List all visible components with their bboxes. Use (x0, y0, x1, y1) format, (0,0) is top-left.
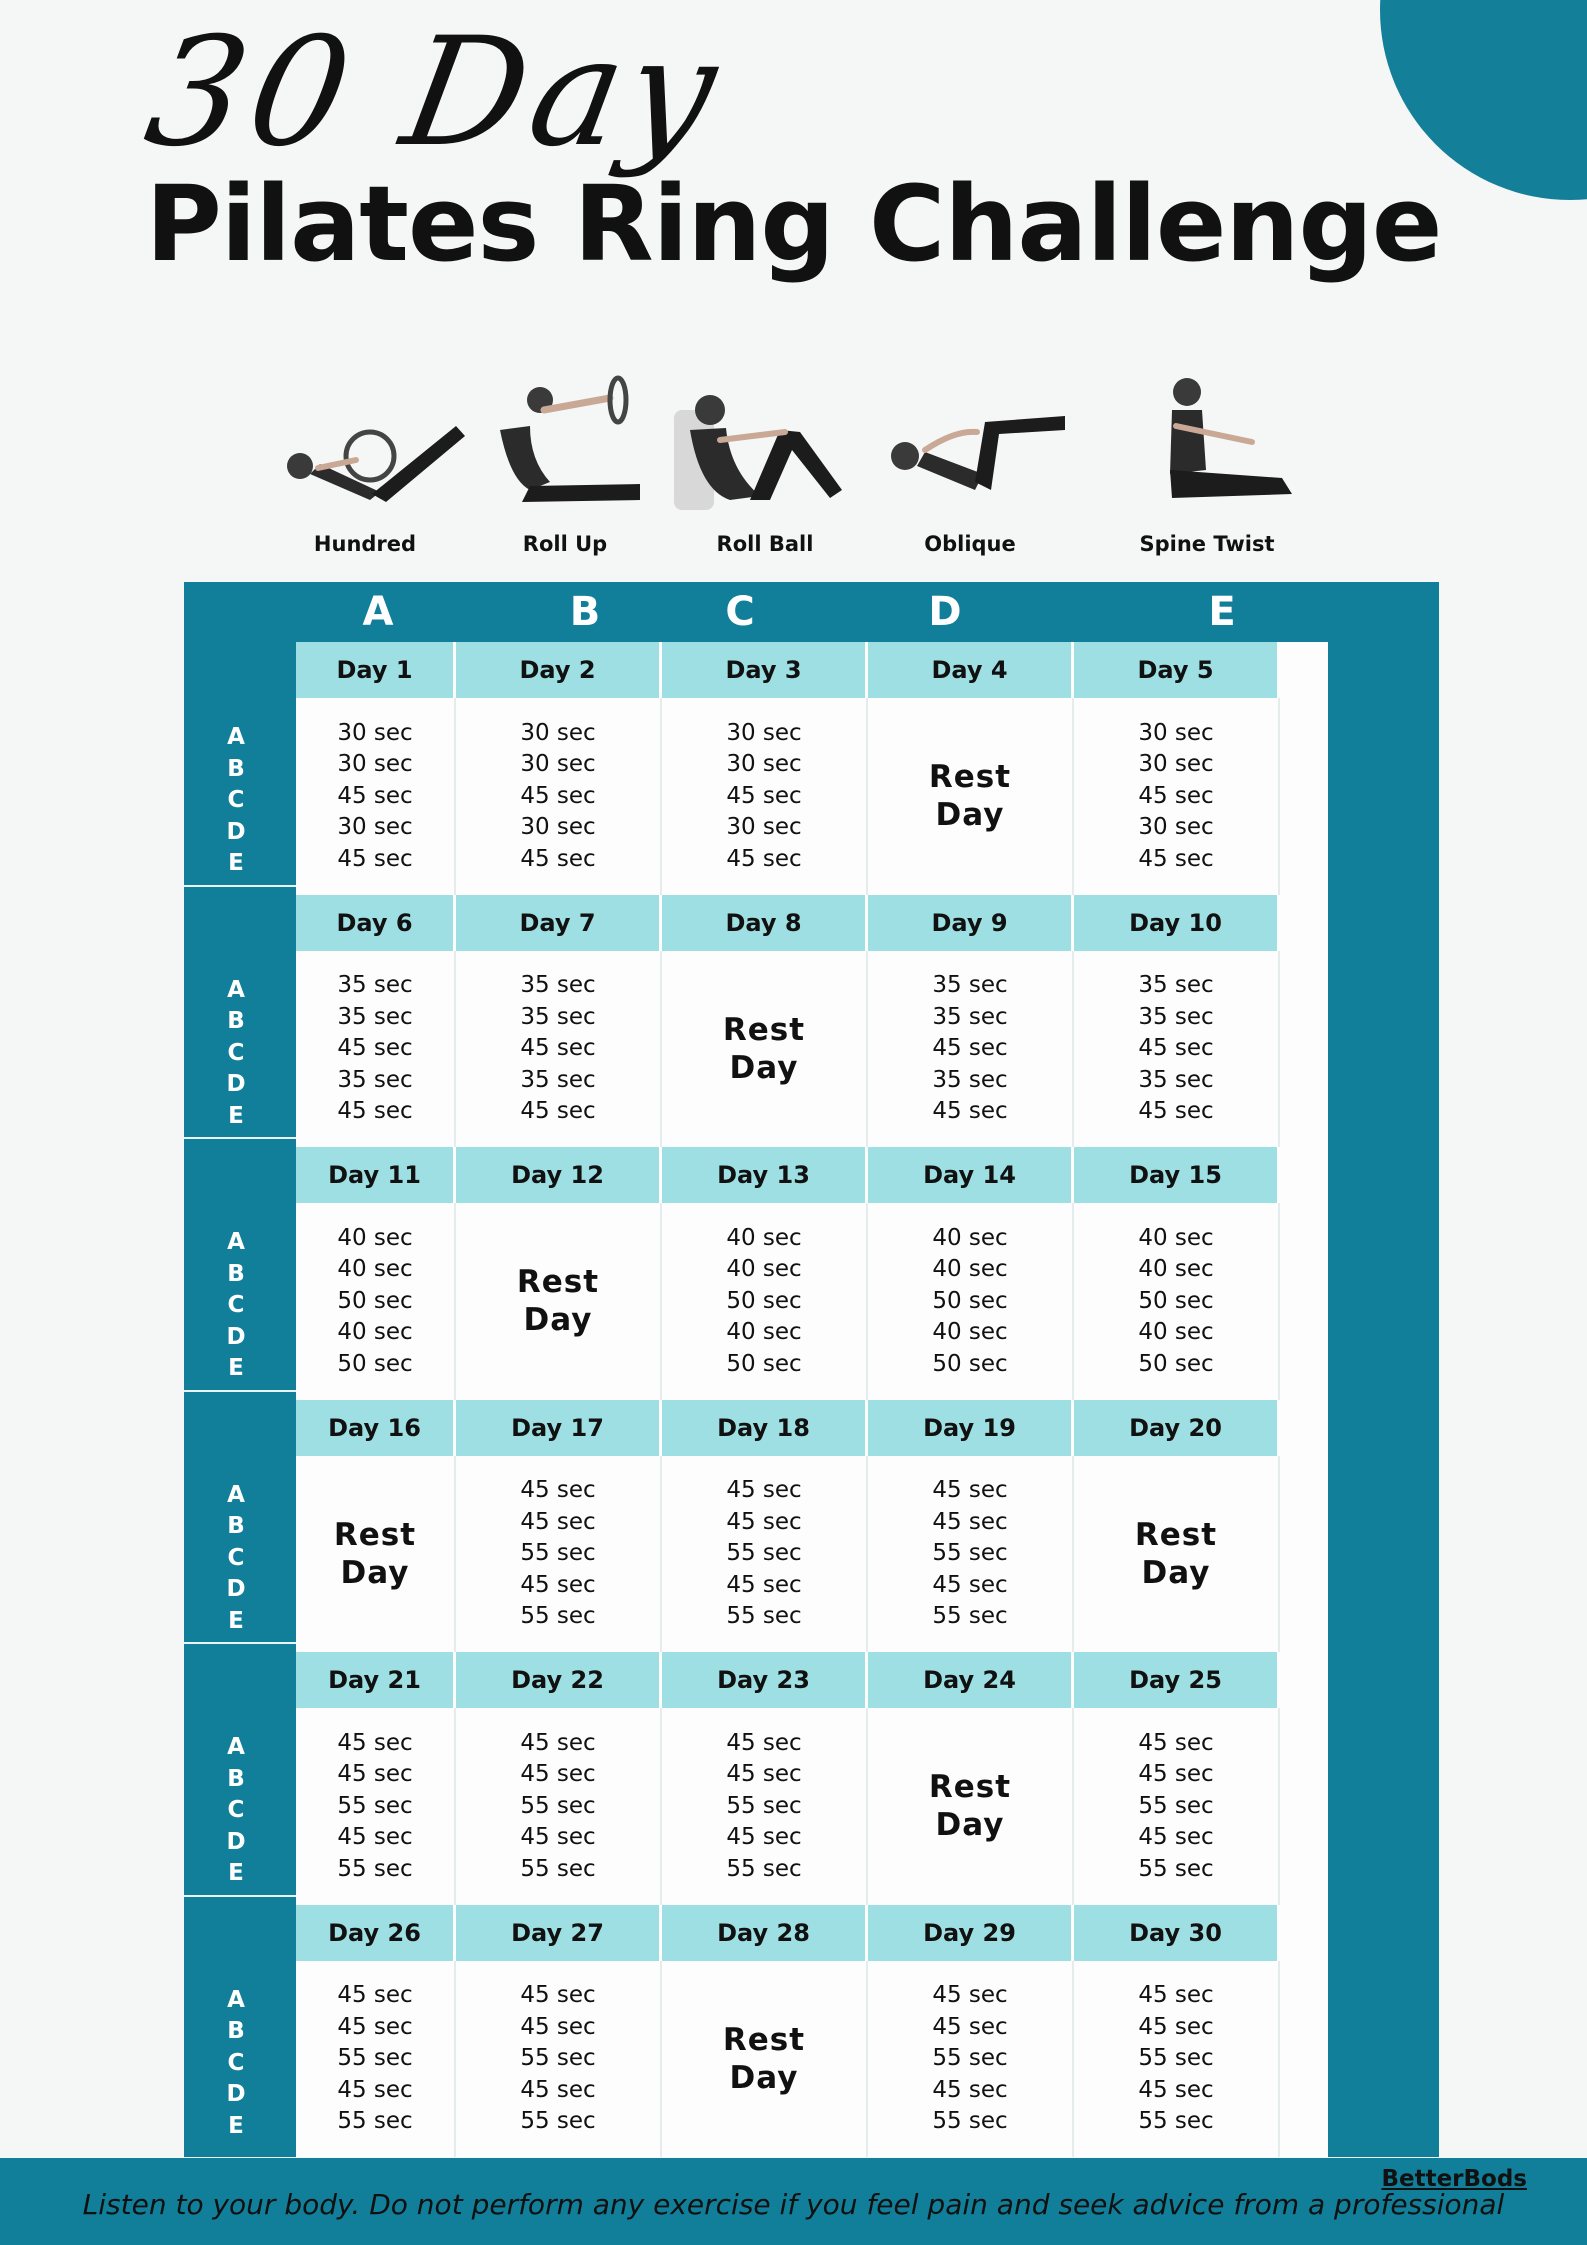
exercise-duration: 45 sec (726, 1729, 802, 1756)
day-header: Day 3 (662, 642, 868, 698)
day-header: Day 25 (1074, 1652, 1280, 1708)
row-letters (206, 1480, 266, 1638)
exercise-duration: 45 sec (520, 1761, 596, 1787)
exercise-label: Oblique (924, 532, 1016, 556)
exercise-duration: 35 sec (520, 1003, 596, 1030)
exercise-duration: 50 sec (726, 1350, 802, 1377)
exercise-roll-up (460, 370, 670, 556)
day-header: Day 27 (456, 1905, 662, 1961)
exercise-duration: 45 sec (337, 782, 413, 809)
exercise-duration: 35 sec (520, 972, 596, 998)
row-separator (184, 885, 296, 887)
exercise-duration: 50 sec (1138, 1350, 1214, 1377)
exercise-duration: 45 sec (932, 2076, 1008, 2103)
day-cell (1074, 1203, 1280, 1400)
exercise-duration: 55 sec (932, 1603, 1008, 1629)
exercise-duration: 40 sec (932, 1319, 1008, 1345)
rest-day-cell (296, 1456, 456, 1653)
exercise-duration: 35 sec (520, 1066, 596, 1093)
exercise-label: Spine Twist (1139, 532, 1275, 556)
roll-ball-pose-icon (660, 370, 870, 520)
day-header: Day 14 (868, 1147, 1074, 1203)
day-cell (1074, 951, 1280, 1148)
exercise-duration: 45 sec (1138, 1098, 1214, 1124)
exercise-roll-ball (660, 370, 870, 556)
row-letter: B (227, 2018, 245, 2044)
row-letter: E (228, 1860, 244, 1886)
day-header: Day 29 (868, 1905, 1074, 1961)
exercise-duration: 55 sec (520, 1792, 596, 1819)
day-cell (868, 1203, 1074, 1400)
exercise-duration: 55 sec (520, 2045, 596, 2071)
day-cell (296, 698, 456, 895)
exercise-duration: 45 sec (932, 1571, 1008, 1598)
exercise-duration: 50 sec (337, 1350, 413, 1377)
exercise-label: Hundred (313, 532, 417, 556)
day-cell (456, 951, 662, 1148)
row-letter: C (227, 1292, 245, 1318)
day-cell (868, 1456, 1074, 1653)
day-cell (662, 1708, 868, 1905)
row-letter: A (227, 1986, 245, 2013)
column-letter: C (725, 589, 755, 635)
row-letter: D (226, 1576, 246, 1602)
day-cell (296, 1203, 456, 1400)
day-header: Day 18 (662, 1400, 868, 1456)
exercise-duration: 40 sec (726, 1224, 802, 1251)
day-cell (662, 698, 868, 895)
row-letter: B (227, 1260, 245, 1287)
exercise-duration: 40 sec (1138, 1319, 1214, 1345)
day-header: Day 15 (1074, 1147, 1280, 1203)
row-letter: C (227, 1544, 245, 1571)
day-header: Day 20 (1074, 1400, 1280, 1456)
day-cell (1074, 698, 1280, 895)
day-header: Day 28 (662, 1905, 868, 1961)
day-header: Day 16 (296, 1400, 456, 1456)
day-cell (1074, 1708, 1280, 1905)
day-cell (868, 1961, 1074, 2158)
exercise-duration: 40 sec (726, 1319, 802, 1345)
exercise-duration: 30 sec (1138, 814, 1214, 840)
row-letter: D (226, 2081, 246, 2107)
brand-name: BetterBods (1381, 2166, 1527, 2192)
exercise-duration: 50 sec (726, 1287, 802, 1314)
exercise-duration: 45 sec (1138, 2013, 1214, 2040)
exercise-duration: 45 sec (726, 1761, 802, 1787)
exercise-duration: 55 sec (1138, 2108, 1214, 2134)
spine-twist-pose-icon (1102, 370, 1312, 520)
hundred-pose-icon (260, 370, 470, 520)
row-letter: A (227, 1229, 245, 1255)
exercise-hundred (260, 370, 470, 556)
exercise-oblique (865, 370, 1075, 556)
row-letter: B (227, 1008, 245, 1034)
page-title: Pilates Ring Challenge (145, 163, 1442, 285)
exercise-duration: 35 sec (932, 972, 1008, 998)
exercise-duration: 45 sec (337, 2076, 413, 2103)
day-cell (662, 1203, 868, 1400)
row-letters (206, 1732, 266, 1890)
exercise-duration: 45 sec (337, 1035, 413, 1061)
exercise-duration: 45 sec (726, 1477, 802, 1503)
exercise-duration: 45 sec (1138, 1035, 1214, 1061)
day-header: Day 17 (456, 1400, 662, 1456)
row-letter: B (227, 1513, 245, 1539)
rest-day-label: Rest Day (516, 1264, 600, 1339)
exercise-duration: 45 sec (520, 1571, 596, 1598)
exercise-duration: 45 sec (1138, 2076, 1214, 2103)
exercise-duration: 40 sec (337, 1319, 413, 1345)
exercise-duration: 45 sec (1138, 1761, 1214, 1787)
row-letter: C (227, 1039, 245, 1066)
exercise-duration: 45 sec (932, 1982, 1008, 2008)
exercise-duration: 45 sec (1138, 1982, 1214, 2008)
row-letter: B (227, 1765, 245, 1792)
title-script: 30 Day (134, 6, 735, 180)
row-letter: E (228, 1355, 244, 1381)
exercise-duration: 45 sec (337, 1761, 413, 1787)
day-cell (456, 698, 662, 895)
row-letter: A (227, 1481, 245, 1508)
exercise-duration: 50 sec (932, 1350, 1008, 1377)
rest-day-cell (456, 1203, 662, 1400)
exercise-duration: 45 sec (1138, 1824, 1214, 1850)
exercise-duration: 30 sec (726, 751, 802, 777)
column-letter: A (362, 589, 394, 635)
exercise-duration: 45 sec (520, 1477, 596, 1503)
row-letter: A (227, 1734, 245, 1760)
exercise-duration: 45 sec (520, 1824, 596, 1850)
row-letter: A (227, 724, 245, 750)
row-letter: D (226, 1828, 246, 1855)
exercise-duration: 55 sec (337, 1792, 413, 1819)
exercise-duration: 40 sec (932, 1224, 1008, 1251)
rest-day-label: Rest Day (928, 759, 1012, 834)
day-header: Day 9 (868, 895, 1074, 951)
exercise-duration: 45 sec (520, 1508, 596, 1535)
day-header: Day 8 (662, 895, 868, 951)
exercise-duration: 55 sec (726, 1855, 802, 1882)
exercise-duration: 45 sec (520, 845, 596, 872)
day-cell (662, 1456, 868, 1653)
row-letter: A (227, 976, 245, 1003)
row-letter: E (228, 2112, 244, 2139)
day-header: Day 13 (662, 1147, 868, 1203)
roll-up-pose-icon (460, 370, 670, 520)
rest-day-label: Rest Day (722, 1011, 806, 1086)
day-cell (456, 1456, 662, 1653)
exercise-duration: 55 sec (337, 1855, 413, 1882)
rest-day-cell (868, 698, 1074, 895)
rest-day-label: Rest Day (1134, 1516, 1218, 1591)
exercise-duration: 35 sec (932, 1066, 1008, 1093)
exercise-duration: 45 sec (726, 845, 802, 872)
exercise-duration: 45 sec (337, 1729, 413, 1756)
day-header: Day 30 (1074, 1905, 1280, 1961)
exercise-duration: 40 sec (726, 1256, 802, 1282)
exercise-duration: 30 sec (337, 719, 413, 746)
exercise-duration: 55 sec (1138, 2045, 1214, 2071)
row-letters (206, 975, 266, 1133)
exercise-duration: 55 sec (1138, 1855, 1214, 1882)
column-letter: D (928, 589, 962, 635)
row-letter: C (227, 1797, 245, 1823)
exercise-duration: 50 sec (1138, 1287, 1214, 1314)
row-letter: D (226, 818, 246, 845)
exercise-label: Roll Ball (716, 532, 814, 556)
day-cell (456, 1961, 662, 2158)
row-letter: C (227, 787, 245, 813)
day-header: Day 5 (1074, 642, 1280, 698)
exercise-duration: 55 sec (520, 1603, 596, 1629)
exercise-duration: 30 sec (337, 751, 413, 777)
exercise-duration: 45 sec (337, 1824, 413, 1850)
day-header: Day 23 (662, 1652, 868, 1708)
exercise-duration: 45 sec (337, 1098, 413, 1124)
exercise-duration: 35 sec (337, 1066, 413, 1093)
row-letters (206, 722, 266, 880)
row-letter: C (227, 2049, 245, 2076)
exercise-duration: 35 sec (932, 1003, 1008, 1030)
day-header: Day 12 (456, 1147, 662, 1203)
exercise-duration: 45 sec (520, 1982, 596, 2008)
row-letter: D (226, 1323, 246, 1350)
row-letter: D (226, 1071, 246, 1097)
row-letters (206, 1227, 266, 1385)
exercise-duration: 35 sec (337, 972, 413, 998)
exercise-duration: 40 sec (337, 1224, 413, 1251)
exercise-duration: 45 sec (1138, 845, 1214, 872)
rest-day-label: Rest Day (928, 1769, 1012, 1844)
day-header: Day 1 (296, 642, 456, 698)
exercise-duration: 45 sec (932, 1477, 1008, 1503)
exercise-duration: 55 sec (1138, 1792, 1214, 1819)
exercise-duration: 55 sec (726, 1540, 802, 1566)
exercise-duration: 55 sec (337, 2108, 413, 2134)
exercise-duration: 40 sec (932, 1256, 1008, 1282)
day-cell (456, 1708, 662, 1905)
day-header: Day 26 (296, 1905, 456, 1961)
exercise-duration: 35 sec (1138, 1003, 1214, 1030)
day-header: Day 2 (456, 642, 662, 698)
exercise-duration: 30 sec (726, 814, 802, 840)
exercise-duration: 45 sec (726, 1824, 802, 1850)
exercise-duration: 30 sec (1138, 751, 1214, 777)
exercise-duration: 30 sec (520, 719, 596, 746)
day-cell (868, 951, 1074, 1148)
row-letters (206, 1985, 266, 2143)
day-header: Day 22 (456, 1652, 662, 1708)
exercise-duration: 50 sec (337, 1287, 413, 1314)
exercise-spine-twist (1102, 370, 1312, 556)
rest-day-label: Rest Day (333, 1516, 417, 1591)
exercise-duration: 35 sec (337, 1003, 413, 1030)
day-header: Day 4 (868, 642, 1074, 698)
oblique-pose-icon (865, 370, 1075, 520)
day-cell (1074, 1961, 1280, 2158)
exercise-duration: 55 sec (520, 2108, 596, 2134)
exercise-duration: 55 sec (932, 2108, 1008, 2134)
row-separator (184, 1895, 296, 1897)
rest-day-cell (1074, 1456, 1280, 1653)
exercise-duration: 30 sec (337, 814, 413, 840)
exercise-duration: 45 sec (932, 1508, 1008, 1535)
exercise-duration: 35 sec (1138, 1066, 1214, 1093)
day-header: Day 24 (868, 1652, 1074, 1708)
row-separator (184, 1390, 296, 1392)
exercise-duration: 45 sec (520, 1098, 596, 1124)
rest-day-cell (662, 1961, 868, 2158)
day-cell (296, 1708, 456, 1905)
exercise-duration: 55 sec (932, 1540, 1008, 1566)
row-letter: E (228, 850, 244, 876)
column-letter: E (1208, 589, 1236, 635)
row-letter: B (227, 755, 245, 782)
exercise-duration: 45 sec (726, 1571, 802, 1598)
exercise-duration: 35 sec (1138, 972, 1214, 998)
rest-day-label: Rest Day (722, 2021, 806, 2096)
exercise-duration: 45 sec (520, 2013, 596, 2040)
exercise-duration: 55 sec (337, 2045, 413, 2071)
exercise-duration: 40 sec (1138, 1224, 1214, 1251)
disclaimer-text: Listen to your body. Do not perform any exercise if you feel pain and seek advice from a professional (82, 2188, 1505, 2221)
day-header: Day 19 (868, 1400, 1074, 1456)
exercise-duration: 45 sec (726, 782, 802, 809)
exercise-duration: 30 sec (520, 814, 596, 840)
exercise-duration: 50 sec (932, 1287, 1008, 1314)
exercise-duration: 55 sec (726, 1603, 802, 1629)
exercise-duration: 45 sec (520, 1035, 596, 1061)
exercise-duration: 45 sec (337, 2013, 413, 2040)
rest-day-cell (662, 951, 868, 1148)
row-letter: E (228, 1607, 244, 1634)
exercise-duration: 55 sec (520, 1855, 596, 1882)
rest-day-cell (868, 1708, 1074, 1905)
day-header: Day 6 (296, 895, 456, 951)
exercise-duration: 30 sec (726, 719, 802, 746)
exercise-duration: 30 sec (520, 751, 596, 777)
exercise-duration: 45 sec (1138, 782, 1214, 809)
exercise-duration: 55 sec (726, 1792, 802, 1819)
exercise-duration: 45 sec (337, 1982, 413, 2008)
day-header: Day 11 (296, 1147, 456, 1203)
schedule-grid (296, 642, 1328, 2157)
exercise-duration: 45 sec (520, 1729, 596, 1756)
exercise-duration: 55 sec (520, 1540, 596, 1566)
day-cell (296, 1961, 456, 2158)
exercise-duration: 45 sec (932, 2013, 1008, 2040)
exercise-duration: 55 sec (932, 2045, 1008, 2071)
exercise-duration: 45 sec (337, 845, 413, 872)
exercise-duration: 45 sec (726, 1508, 802, 1535)
row-letter: E (228, 1102, 244, 1129)
row-separator (184, 1137, 296, 1139)
column-letter: B (569, 589, 601, 635)
exercise-duration: 45 sec (520, 2076, 596, 2103)
exercise-duration: 40 sec (1138, 1256, 1214, 1282)
exercise-duration: 40 sec (337, 1256, 413, 1282)
day-cell (296, 951, 456, 1148)
exercise-label: Roll Up (522, 532, 608, 556)
exercise-duration: 45 sec (932, 1098, 1008, 1124)
exercise-duration: 45 sec (520, 782, 596, 809)
exercise-duration: 30 sec (1138, 719, 1214, 746)
exercise-duration: 45 sec (932, 1035, 1008, 1061)
row-separator (184, 1642, 296, 1644)
exercise-duration: 45 sec (1138, 1729, 1214, 1756)
day-header: Day 10 (1074, 895, 1280, 951)
day-header: Day 21 (296, 1652, 456, 1708)
day-header: Day 7 (456, 895, 662, 951)
